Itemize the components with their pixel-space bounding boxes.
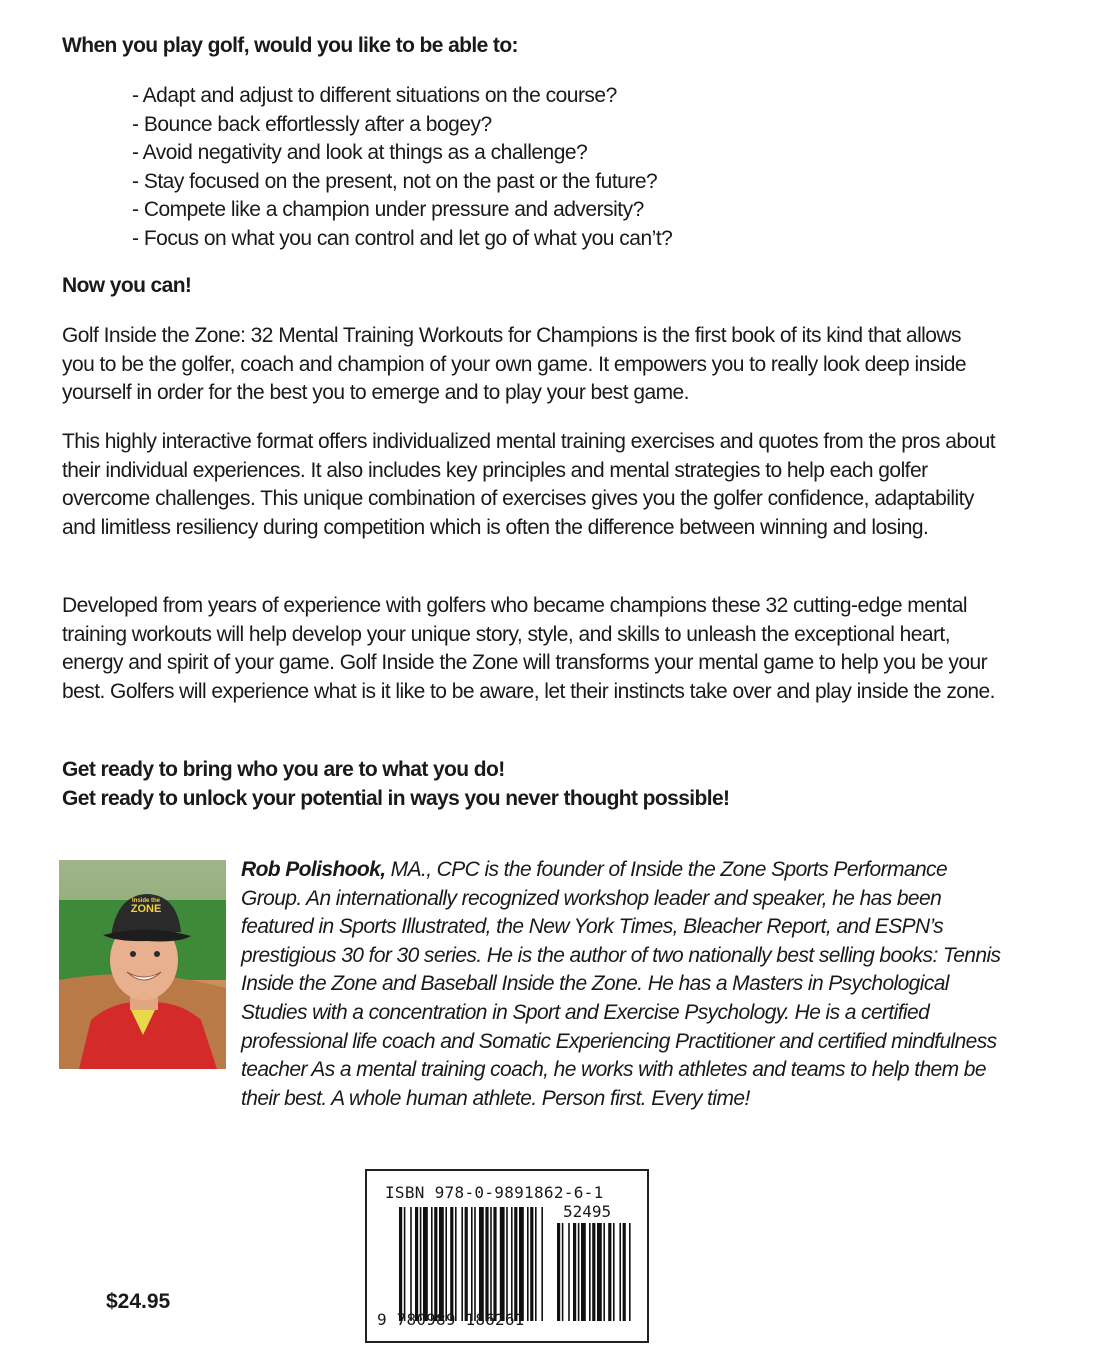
closing-line-2: Get ready to unlock your potential in ways you never thought possible! xyxy=(62,787,730,810)
barcode-bar xyxy=(410,1207,412,1321)
barcode-bar xyxy=(404,1207,406,1321)
closing-lines xyxy=(62,755,729,813)
author-bio xyxy=(241,856,1001,1113)
list-item: - Avoid negativity and look at things as a challenge? xyxy=(132,141,588,165)
list-item: - Bounce back effortlessly after a bogey? xyxy=(132,112,492,136)
cap-logo-main: ZONE xyxy=(130,903,162,915)
barcode-bar xyxy=(485,1207,488,1321)
barcode-bar xyxy=(461,1207,463,1321)
list-item: - Adapt and adjust to different situations on the course? xyxy=(132,84,617,107)
barcode-bar xyxy=(589,1223,591,1321)
cap-logo xyxy=(121,898,171,915)
barcode-bar xyxy=(541,1207,543,1321)
barcode-bar xyxy=(514,1207,517,1321)
barcode-bar xyxy=(431,1207,433,1321)
barcode-bar xyxy=(445,1207,447,1321)
barcode-bar xyxy=(573,1223,576,1321)
barcode-bar xyxy=(506,1207,508,1321)
barcode-bar xyxy=(578,1223,580,1321)
closing-line-1: Get ready to bring who you are to what you do! xyxy=(62,758,505,781)
barcode-bar xyxy=(562,1223,564,1321)
list-item: - Focus on what you can control and let go of what you can’t? xyxy=(132,226,673,250)
isbn-barcode xyxy=(365,1169,649,1343)
author-bio-text: MA., CPC is the founder of Inside the Zone Sports Performance Group. An internationally recognized workshop leader and speaker, he has been featured in Sports Illustrated, the New York Times, Bleacher Report, and ESPN’s prestigious 30 for 30 series. He is the author of two nationally best selling books: Tennis Inside the Zone and Baseball Inside the Zone. He has a Masters in Psychological Studies with a concentration in Sport and Exercise Psychology. He is a certified professional life coach and Somatic Experiencing Practitioner and certified mindfulness teacher As a mental training coach, he works with athletes and teams to help them be their best. A whole human athlete. Person first. Every time! xyxy=(241,858,1001,1110)
barcode-bar xyxy=(455,1207,457,1321)
author-photo xyxy=(59,860,226,1069)
cap-logo-top: Inside the xyxy=(131,898,160,904)
barcode-bar xyxy=(450,1207,453,1321)
list-item: - Compete like a champion under pressure and adversity? xyxy=(132,198,644,222)
barcode-bar xyxy=(623,1223,626,1321)
barcode-bar xyxy=(439,1207,444,1321)
author-name: Rob Polishook, xyxy=(241,858,386,881)
barcode-bar xyxy=(471,1207,473,1321)
barcode-bar xyxy=(434,1207,437,1321)
barcode-bar xyxy=(527,1207,529,1321)
now-you-can-heading: Now you can! xyxy=(62,274,192,297)
paragraph-developed: Developed from years of experience with golfers who became champions these 32 cutting-edge mental training workouts will help develop your unique story, style, and skills to unleash the exceptional heart, energy and spirit of your game. Golf Inside the Zone will transforms your mental game to help you be your best. Golfers will experience what is it like to be aware, let their instincts take over and play inside the zone. xyxy=(62,594,995,703)
isbn-label: ISBN 978-0-9891862-6-1 xyxy=(385,1183,604,1202)
paragraph-intro: Golf Inside the Zone: 32 Mental Training Workouts for Champions is the first book of its kind that allows you to be the golfer, coach and champion of your own game. It empowers you to really look deep inside yourself in order for the best you to emerge and to play your best game. xyxy=(62,324,967,404)
barcode-bar xyxy=(530,1207,533,1321)
barcode-bar xyxy=(613,1223,615,1321)
barcode-bar xyxy=(490,1207,492,1321)
barcode-bar xyxy=(420,1207,422,1321)
barcode-bar xyxy=(629,1223,631,1321)
barcode-bar xyxy=(399,1207,402,1321)
barcode-bar xyxy=(603,1223,605,1321)
question-list xyxy=(132,82,672,254)
ean-digits: 9 780989 186261 xyxy=(377,1310,525,1329)
intro-heading: When you play golf, would you like to be able to: xyxy=(62,34,518,57)
barcode-bar xyxy=(479,1207,484,1321)
paragraph-format: This highly interactive format offers individualized mental training exercises and quotes from the pros about their individual experiences. It also includes key principles and mental strategies to help each golfer overcome challenges. This unique combination of exercises gives you the golfer confidence, adaptability and limitless resiliency during competition which is often the difference between winning and losing. xyxy=(62,430,996,539)
barcode-bar xyxy=(519,1207,524,1321)
barcode-bar xyxy=(500,1207,505,1321)
barcode-bar xyxy=(465,1207,468,1321)
barcode-bar xyxy=(511,1207,513,1321)
price-label: $24.95 xyxy=(106,1290,171,1313)
barcode-bar xyxy=(493,1207,496,1321)
barcode-bar xyxy=(423,1207,428,1321)
barcode-bar xyxy=(535,1207,537,1321)
barcode-bar xyxy=(581,1223,586,1321)
barcode-addon: 52495 xyxy=(563,1202,612,1221)
barcode-bar xyxy=(619,1223,621,1321)
barcode-bar xyxy=(415,1207,418,1321)
barcode-bar xyxy=(568,1223,570,1321)
barcode-bar xyxy=(474,1207,476,1321)
list-item: - Stay focused on the present, not on the past or the future? xyxy=(132,169,658,193)
barcode-bar xyxy=(608,1223,611,1321)
barcode-bar xyxy=(557,1223,560,1321)
barcode-bar xyxy=(592,1223,595,1321)
barcode-bar xyxy=(597,1223,602,1321)
